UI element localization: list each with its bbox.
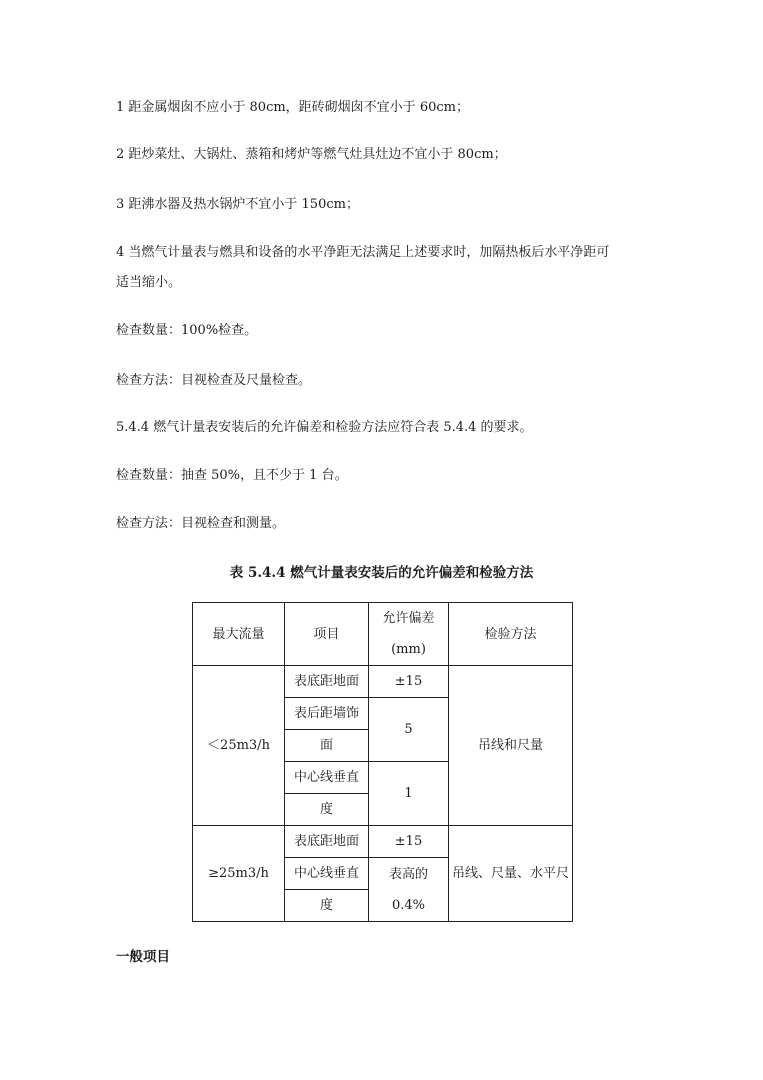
header-tolerance-line1: 允许偏差 [382,611,435,626]
tolerance-cell: 表高的 0.4% [369,858,449,922]
inspection-method-2: 检查方法：目视检查和测量。 [116,516,286,531]
tolerance-cell: 5 [369,698,449,762]
flow-cell-lt25: ＜25m3/h [193,666,285,826]
paragraph-2: 2 距炒菜灶、大锅灶、蒸箱和烤炉等燃气灶具灶边不宜小于 80cm； [116,147,507,162]
header-item: 项目 [285,603,369,666]
clause-5-4-4: 5.4.4 燃气计量表安装后的允许偏差和检验方法应符合表 5.4.4 的要求。 [116,420,533,435]
item-cell: 表后距墙饰 [285,698,369,730]
paragraph-4-continued: 适当缩小。 [116,275,182,290]
method-cell-ge25: 吊线、尺量、水平尺 [449,826,573,922]
item-cell: 表底距地面 [285,826,369,858]
table-row [193,826,573,858]
tolerance-table [192,602,573,922]
flow-cell-ge25: ≥25m3/h [193,826,285,922]
item-cell: 中心线垂直 [285,858,369,890]
item-cell: 中心线垂直 [285,762,369,794]
item-cell-continued: 度 [285,890,369,922]
section-heading: 一般项目 [116,949,170,965]
item-cell: 表底距地面 [285,666,369,698]
table-header-row [193,603,573,666]
paragraph-3: 3 距沸水器及热水锅炉不宜小于 150cm； [116,197,359,212]
tolerance-cell: 1 [369,762,449,826]
inspection-quantity-1: 检查数量：100%检查。 [116,323,258,338]
item-cell-continued: 面 [285,730,369,762]
header-max-flow: 最大流量 [193,603,285,666]
paragraph-1: 1 距金属烟囱不应小于 80cm，距砖砌烟囱不宜小于 60cm； [116,100,469,115]
inspection-quantity-2: 检查数量：抽查 50%，且不少于 1 台。 [116,468,348,483]
inspection-method-1: 检查方法：目视检查及尺量检查。 [116,373,312,388]
header-tolerance [369,603,449,666]
tolerance-cell: ±15 [369,826,449,858]
table-row [193,666,573,698]
table-title: 表 5.4.4 燃气计量表安装后的允许偏差和检验方法 [229,565,534,581]
paragraph-4: 4 当燃气计量表与燃具和设备的水平净距无法满足上述要求时，加隔热板后水平净距可 [116,245,610,260]
method-cell-lt25: 吊线和尺量 [449,666,573,826]
item-cell-continued: 度 [285,794,369,826]
header-method: 检验方法 [449,603,573,666]
tolerance-cell: ±15 [369,666,449,698]
header-tolerance-unit: (mm) [391,642,426,657]
